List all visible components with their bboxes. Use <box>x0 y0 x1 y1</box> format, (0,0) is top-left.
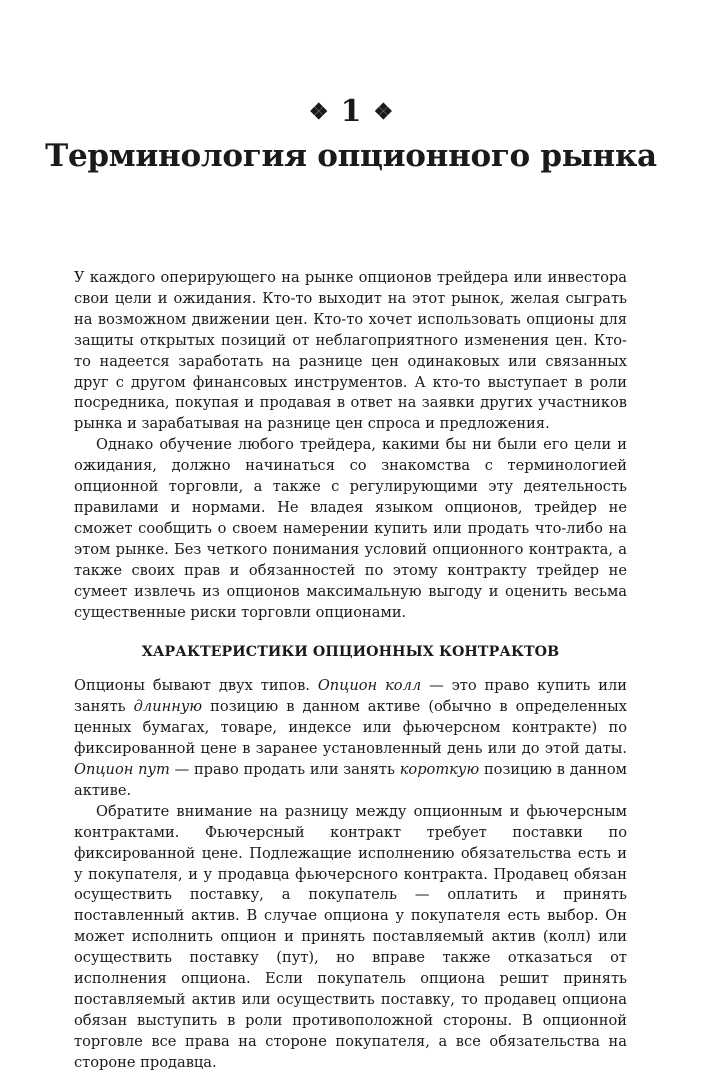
term-short: короткую <box>399 761 480 779</box>
term-call-option: Опцион колл <box>317 677 422 695</box>
text-run: позицию в данном активе (обычно в определенных ценных бумагах, товаре, индексе или фьючерсном контракте) по фиксированной цене в заранее установленный день или до этой даты. <box>74 698 627 758</box>
chapter-title: Терминология опционного рынка <box>45 138 657 174</box>
intro-paragraph-1: У каждого оперирующего на рынке опционов трейдера или инвестора свои цели и ожидания. Кто-то выходит на этот рынок, желая сыграть на возможном движении цен. Кто-то хочет использовать опционы для защиты открытых позиций от неблагоприятного изменения цен. Кто-то надеется заработать на разнице цен одинаковых или связанных друг с другом финансовых инструментов. А кто-то выступает в роли посредника, покупая и продавая в ответ на заявки других участников рынка и зарабатывая на разнице цен спроса и предложения. <box>74 269 627 433</box>
intro-paragraph-2: Однако обучение любого трейдера, какими бы ни были его цели и ожидания, должно начинаться со знакомства с терминологией опционной торговли, а также с регулирующими эту деятельность правилами и нормами. Не владея языком опционов, трейдер не сможет сообщить о своем намерении купить или продать что-либо на этом рынке. Без четкого понимания условий опционного контракта, а также своих прав и обязанностей по этому контракту трейдер не сумеет извлечь из опционов максимальную выгоду и оценить весьма существенные риски торговли опционами. <box>74 436 627 621</box>
section-heading: ХАРАКТЕРИСТИКИ ОПЦИОННЫХ КОНТРАКТОВ <box>141 644 560 661</box>
text-run: позицию в данном активе. <box>74 761 627 799</box>
chapter-number-line <box>0 94 702 130</box>
section-paragraph-2: Обратите внимание на разницу между опционным и фьючерсным контрактами. Фьючерсный контракт требует поставки по фиксированной цене. Подлежащие исполнению обязательства есть и у покупателя, и у продавца фьючерсного контракта. Продавец обязан осуществить поставку, а покупатель — оплатить и принять поставленный актив. В случае опциона у покупателя есть выбор. Он может исполнить опцион и принять поставляемый актив (колл) или осуществить поставку (пут), но вправе также отказаться от исполнения опциона. Если покупатель опциона решит принять поставляемый актив или осуществить поставку, то продавец опциона обязан выступить в роли противоположной стороны. В опционной торговле все права на стороне покупателя, а все обязательства на стороне продавца. <box>74 802 627 1071</box>
text-run: — право продать или занять <box>169 761 400 779</box>
diamond-ornament-icon: ❖ <box>373 99 394 125</box>
text-run: — это право купить или занять <box>74 677 627 716</box>
section-paragraph-1 <box>74 676 627 801</box>
term-long: длинную <box>133 698 203 716</box>
main-text <box>74 268 627 1074</box>
text-run: Опционы бывают двух типов. <box>74 677 318 695</box>
chapter-number: 1 <box>340 94 362 129</box>
term-put-option: Опцион пут <box>74 761 170 779</box>
diamond-ornament-icon: ❖ <box>308 99 329 125</box>
chapter-header <box>0 94 702 176</box>
